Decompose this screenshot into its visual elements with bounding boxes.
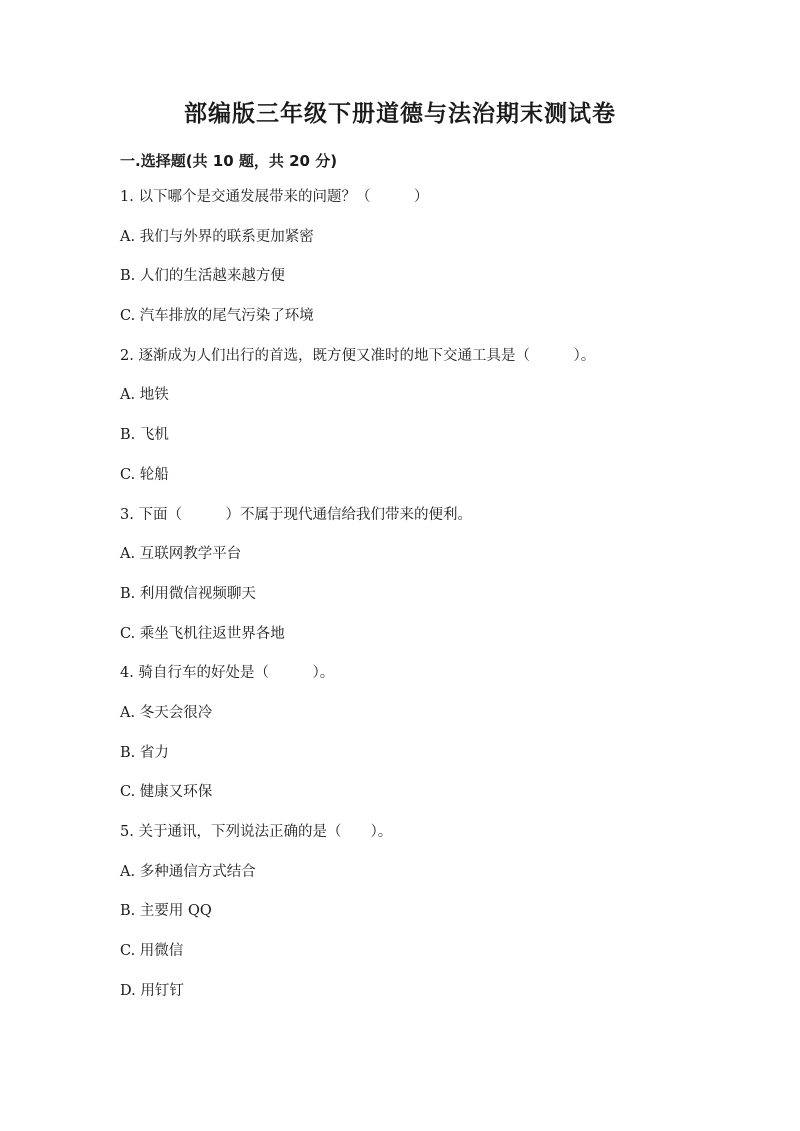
option-4c: C. 健康又环保 xyxy=(120,784,213,801)
question-stem-5: 5. 关于通讯，下列说法正确的是（ ）。 xyxy=(120,824,393,840)
option-3c: C. 乘坐飞机往返世界各地 xyxy=(120,625,285,642)
option-2a: A. 地铁 xyxy=(120,387,169,404)
question-stem-1: 1. 以下哪个是交通发展带来的问题？（ ） xyxy=(120,189,429,205)
option-5d: D. 用钉钉 xyxy=(120,982,184,999)
option-1a: A. 我们与外界的联系更加紧密 xyxy=(120,228,314,245)
question-stem-2: 2. 逐渐成为人们出行的首选，既方便又准时的地下交通工具是（ ）。 xyxy=(120,347,596,364)
option-5b: B. 主要用 QQ xyxy=(120,903,212,920)
option-3b: B. 利用微信视频聊天 xyxy=(120,585,256,602)
question-list xyxy=(120,186,720,1019)
document-title: 部编版三年级下册道德与法治期末测试卷 xyxy=(184,100,616,127)
option-4a: A. 冬天会很冷 xyxy=(120,704,213,721)
option-5c: C. 用微信 xyxy=(120,943,184,960)
option-2b: B. 飞机 xyxy=(120,427,169,444)
question-stem-3: 3. 下面（ ）不属于现代通信给我们带来的便利。 xyxy=(120,506,472,523)
option-1c: C. 汽车排放的尾气污染了环境 xyxy=(120,308,314,325)
option-1b: B. 人们的生活越来越方便 xyxy=(120,268,285,285)
question-stem-4: 4. 骑自行车的好处是（ ）。 xyxy=(120,665,335,682)
option-4b: B. 省力 xyxy=(120,744,169,761)
option-2c: C. 轮船 xyxy=(120,466,169,483)
section-heading: 一.选择题(共 10 题，共 20 分) xyxy=(120,152,338,170)
option-3a: A. 互联网教学平台 xyxy=(120,546,242,563)
option-5a: A. 多种通信方式结合 xyxy=(120,863,256,880)
